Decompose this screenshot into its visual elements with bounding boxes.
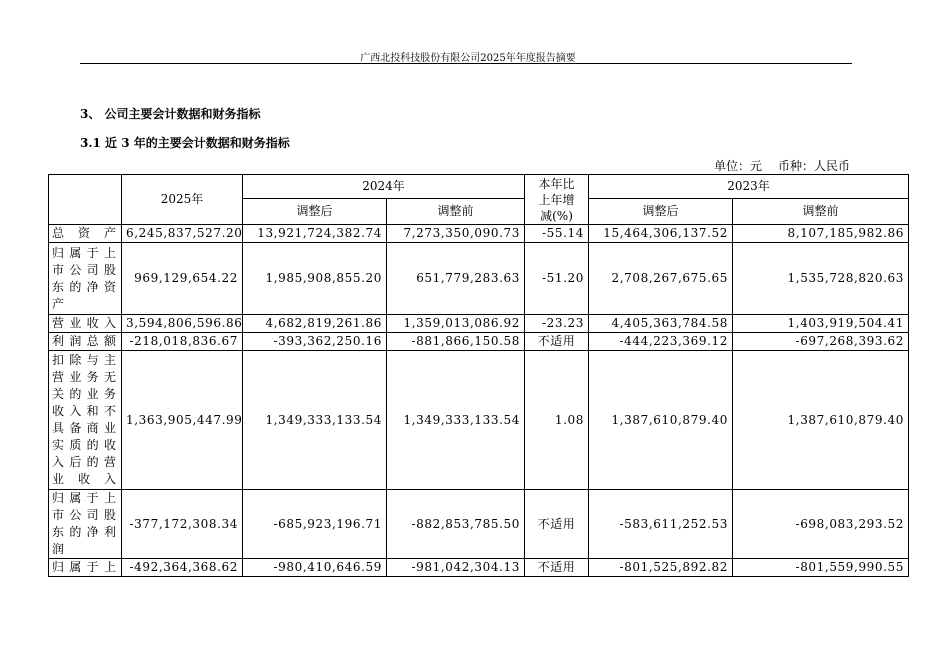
header-2024-adjusted-before: 调整前 xyxy=(387,199,525,225)
table-row xyxy=(49,490,909,559)
cell-2023-adjusted-before: 1,387,610,879.40 xyxy=(733,351,909,490)
row-label: 归属于上市公司股东的净利润 xyxy=(49,490,122,559)
cell-2023-adjusted-after: -444,223,369.12 xyxy=(589,333,733,351)
header-corner-cell xyxy=(49,175,122,225)
cell-2023-adjusted-before: -697,268,393.62 xyxy=(733,333,909,351)
row-label: 归属于上 xyxy=(49,559,122,577)
cell-yoy: -51.20 xyxy=(525,243,589,315)
cell-2025: 1,363,905,447.99 xyxy=(122,351,243,490)
table-row xyxy=(49,559,909,577)
header-yoy: 本年比上年增减(%) xyxy=(525,175,589,225)
cell-2023-adjusted-before: 1,535,728,820.63 xyxy=(733,243,909,315)
cell-2025: 3,594,806,596.86 xyxy=(122,315,243,333)
section-title: 3、 公司主要会计数据和财务指标 xyxy=(80,107,261,121)
table-row xyxy=(49,315,909,333)
cell-2024-adjusted-after: -980,410,646.59 xyxy=(243,559,387,577)
page-header: 广西北投科技股份有限公司2025年年度报告摘要 xyxy=(360,53,576,64)
cell-2023-adjusted-before: 1,403,919,504.41 xyxy=(733,315,909,333)
cell-yoy: 不适用 xyxy=(525,490,589,559)
cell-2023-adjusted-after: 2,708,267,675.65 xyxy=(589,243,733,315)
cell-2024-adjusted-before: -981,042,304.13 xyxy=(387,559,525,577)
header-2025: 2025年 xyxy=(122,175,243,225)
financial-data-table xyxy=(48,174,909,577)
cell-2023-adjusted-after: 1,387,610,879.40 xyxy=(589,351,733,490)
unit-line xyxy=(698,157,850,174)
table-row xyxy=(49,243,909,315)
header-2024: 2024年 xyxy=(243,175,525,199)
table-row xyxy=(49,333,909,351)
cell-yoy: -55.14 xyxy=(525,225,589,243)
cell-2023-adjusted-before: -801,559,990.55 xyxy=(733,559,909,577)
cell-yoy: -23.23 xyxy=(525,315,589,333)
row-label: 扣除与主营业务无关的业务收入和不具备商业实质的收入后的营业收入 xyxy=(49,351,122,490)
header-divider xyxy=(80,63,852,64)
cell-2024-adjusted-before: 651,779,283.63 xyxy=(387,243,525,315)
cell-2023-adjusted-after: -583,611,252.53 xyxy=(589,490,733,559)
cell-2023-adjusted-before: 8,107,185,982.86 xyxy=(733,225,909,243)
cell-2025: -492,364,368.62 xyxy=(122,559,243,577)
header-2024-adjusted-after: 调整后 xyxy=(243,199,387,225)
cell-2024-adjusted-after: 1,985,908,855.20 xyxy=(243,243,387,315)
cell-2024-adjusted-before: 1,349,333,133.54 xyxy=(387,351,525,490)
cell-2025: 6,245,837,527.20 xyxy=(122,225,243,243)
cell-2024-adjusted-after: 1,349,333,133.54 xyxy=(243,351,387,490)
header-2023: 2023年 xyxy=(589,175,909,199)
cell-2025: -218,018,836.67 xyxy=(122,333,243,351)
cell-2024-adjusted-after: 13,921,724,382.74 xyxy=(243,225,387,243)
cell-2024-adjusted-before: 1,359,013,086.92 xyxy=(387,315,525,333)
table-row xyxy=(49,225,909,243)
cell-2025: 969,129,654.22 xyxy=(122,243,243,315)
cell-2024-adjusted-before: -882,853,785.50 xyxy=(387,490,525,559)
row-label: 利润总额 xyxy=(49,333,122,351)
row-label: 总资产 xyxy=(49,225,122,243)
cell-2024-adjusted-after: -685,923,196.71 xyxy=(243,490,387,559)
header-2023-adjusted-before: 调整前 xyxy=(733,199,909,225)
cell-2023-adjusted-after: 15,464,306,137.52 xyxy=(589,225,733,243)
cell-yoy: 1.08 xyxy=(525,351,589,490)
cell-yoy: 不适用 xyxy=(525,559,589,577)
row-label: 归属于上市公司股东的净资产 xyxy=(49,243,122,315)
currency-kind: 币种：人民币 xyxy=(777,159,850,173)
cell-2023-adjusted-after: -801,525,892.82 xyxy=(589,559,733,577)
cell-2024-adjusted-before: -881,866,150.58 xyxy=(387,333,525,351)
cell-2024-adjusted-after: 4,682,819,261.86 xyxy=(243,315,387,333)
cell-2025: -377,172,308.34 xyxy=(122,490,243,559)
cell-2024-adjusted-after: -393,362,250.16 xyxy=(243,333,387,351)
cell-2024-adjusted-before: 7,273,350,090.73 xyxy=(387,225,525,243)
currency-unit: 单位：元 xyxy=(713,159,762,173)
row-label: 营业收入 xyxy=(49,315,122,333)
cell-yoy: 不适用 xyxy=(525,333,589,351)
table-row xyxy=(49,351,909,490)
header-2023-adjusted-after: 调整后 xyxy=(589,199,733,225)
subsection-title: 3.1 近 3 年的主要会计数据和财务指标 xyxy=(80,136,290,150)
cell-2023-adjusted-before: -698,083,293.52 xyxy=(733,490,909,559)
cell-2023-adjusted-after: 4,405,363,784.58 xyxy=(589,315,733,333)
